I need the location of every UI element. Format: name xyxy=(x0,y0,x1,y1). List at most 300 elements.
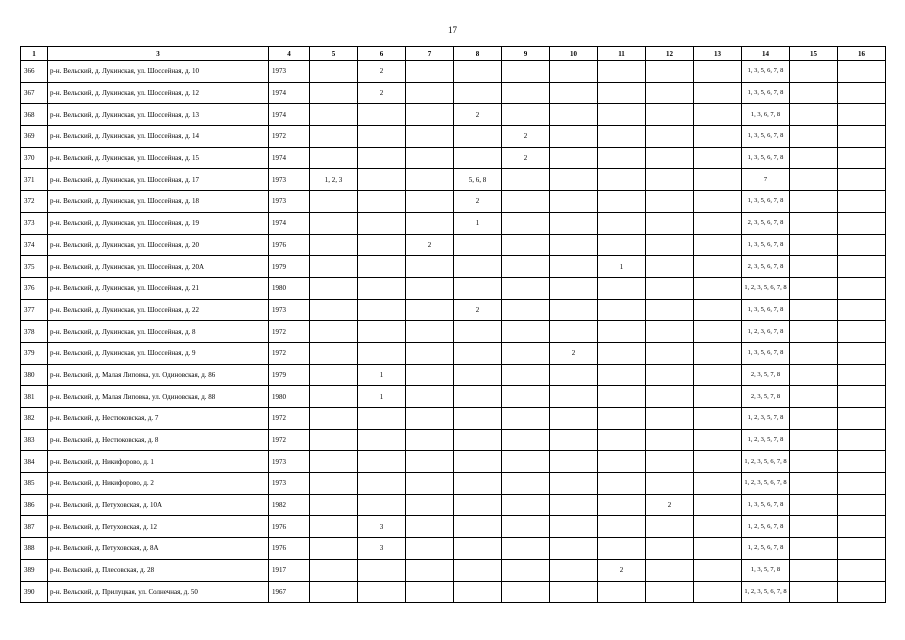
cell-col-13 xyxy=(694,212,742,234)
cell-col-10 xyxy=(550,82,598,104)
cell-col-10 xyxy=(550,234,598,256)
cell-col-8: 2 xyxy=(454,104,502,126)
cell-col-6 xyxy=(358,191,406,213)
cell-col-6: 2 xyxy=(358,61,406,83)
cell-col-12 xyxy=(646,82,694,104)
address-cell: р-н. Вельский, д. Лукинская, ул. Шоссейная, д. 17 xyxy=(48,169,269,191)
year-cell: 1972 xyxy=(269,429,310,451)
cell-col-12 xyxy=(646,559,694,581)
cell-col-16 xyxy=(838,169,886,191)
row-number: 385 xyxy=(21,473,48,495)
cell-col-12: 2 xyxy=(646,494,694,516)
cell-col-12 xyxy=(646,147,694,169)
cell-col-15 xyxy=(790,429,838,451)
address-cell: р-н. Вельский, д. Лукинская, ул. Шоссейная, д. 20А xyxy=(48,256,269,278)
cell-col-15 xyxy=(790,451,838,473)
address-cell: р-н. Вельский, д. Малая Липовка, ул. Одиновская, д. 88 xyxy=(48,386,269,408)
cell-col-16 xyxy=(838,342,886,364)
cell-col-11: 2 xyxy=(598,559,646,581)
row-number: 390 xyxy=(21,581,48,603)
row-number: 369 xyxy=(21,126,48,148)
cell-col-14: 1, 3, 5, 6, 7, 8 xyxy=(742,494,790,516)
year-cell: 1980 xyxy=(269,277,310,299)
cell-col-13 xyxy=(694,408,742,430)
cell-col-5 xyxy=(310,256,358,278)
cell-col-9 xyxy=(502,61,550,83)
cell-col-9: 2 xyxy=(502,126,550,148)
cell-col-10: 2 xyxy=(550,342,598,364)
cell-col-16 xyxy=(838,212,886,234)
cell-col-5 xyxy=(310,516,358,538)
cell-col-15 xyxy=(790,277,838,299)
year-cell: 1976 xyxy=(269,538,310,560)
table-row xyxy=(21,147,886,169)
cell-col-12 xyxy=(646,256,694,278)
year-cell: 1972 xyxy=(269,321,310,343)
cell-col-14: 1, 2, 3, 5, 6, 7, 8 xyxy=(742,451,790,473)
cell-col-10 xyxy=(550,126,598,148)
table-row xyxy=(21,299,886,321)
cell-col-10 xyxy=(550,408,598,430)
cell-col-14: 1, 2, 5, 6, 7, 8 xyxy=(742,538,790,560)
cell-col-10 xyxy=(550,321,598,343)
cell-col-6 xyxy=(358,299,406,321)
cell-col-5 xyxy=(310,104,358,126)
year-cell: 1973 xyxy=(269,451,310,473)
cell-col-9 xyxy=(502,104,550,126)
cell-col-12 xyxy=(646,429,694,451)
cell-col-10 xyxy=(550,516,598,538)
cell-col-5 xyxy=(310,126,358,148)
cell-col-12 xyxy=(646,386,694,408)
address-cell: р-н. Вельский, д. Лукинская, ул. Шоссейная, д. 22 xyxy=(48,299,269,321)
cell-col-7 xyxy=(406,516,454,538)
cell-col-7 xyxy=(406,538,454,560)
column-header: 11 xyxy=(598,47,646,61)
table-row xyxy=(21,408,886,430)
cell-col-6 xyxy=(358,277,406,299)
cell-col-13 xyxy=(694,169,742,191)
cell-col-9 xyxy=(502,429,550,451)
cell-col-11 xyxy=(598,429,646,451)
address-cell: р-н. Вельский, д. Лукинская, ул. Шоссейная, д. 18 xyxy=(48,191,269,213)
cell-col-8: 5, 6, 8 xyxy=(454,169,502,191)
cell-col-13 xyxy=(694,451,742,473)
column-header: 6 xyxy=(358,47,406,61)
cell-col-9 xyxy=(502,256,550,278)
cell-col-15 xyxy=(790,321,838,343)
cell-col-16 xyxy=(838,386,886,408)
cell-col-16 xyxy=(838,364,886,386)
address-cell: р-н. Вельский, д. Лукинская, ул. Шоссейная, д. 12 xyxy=(48,82,269,104)
cell-col-13 xyxy=(694,516,742,538)
cell-col-5 xyxy=(310,191,358,213)
cell-col-14: 1, 2, 5, 6, 7, 8 xyxy=(742,516,790,538)
address-cell: р-н. Вельский, д. Лукинская, ул. Шоссейная, д. 15 xyxy=(48,147,269,169)
table-row xyxy=(21,581,886,603)
cell-col-16 xyxy=(838,494,886,516)
cell-col-12 xyxy=(646,191,694,213)
cell-col-11 xyxy=(598,234,646,256)
cell-col-7 xyxy=(406,473,454,495)
row-number: 373 xyxy=(21,212,48,234)
cell-col-8: 1 xyxy=(454,212,502,234)
cell-col-12 xyxy=(646,364,694,386)
table-body xyxy=(21,61,886,603)
cell-col-8 xyxy=(454,408,502,430)
row-number: 388 xyxy=(21,538,48,560)
column-header: 9 xyxy=(502,47,550,61)
cell-col-10 xyxy=(550,494,598,516)
cell-col-8 xyxy=(454,126,502,148)
cell-col-12 xyxy=(646,104,694,126)
row-number: 381 xyxy=(21,386,48,408)
cell-col-7: 2 xyxy=(406,234,454,256)
table-row xyxy=(21,364,886,386)
cell-col-5 xyxy=(310,451,358,473)
cell-col-8 xyxy=(454,82,502,104)
cell-col-9 xyxy=(502,386,550,408)
cell-col-15 xyxy=(790,342,838,364)
cell-col-10 xyxy=(550,256,598,278)
cell-col-15 xyxy=(790,581,838,603)
cell-col-7 xyxy=(406,277,454,299)
cell-col-7 xyxy=(406,451,454,473)
cell-col-8 xyxy=(454,429,502,451)
cell-col-11 xyxy=(598,82,646,104)
row-number: 371 xyxy=(21,169,48,191)
table-row xyxy=(21,169,886,191)
table-row xyxy=(21,61,886,83)
cell-col-12 xyxy=(646,61,694,83)
cell-col-8 xyxy=(454,277,502,299)
cell-col-14: 1, 2, 3, 6, 7, 8 xyxy=(742,321,790,343)
cell-col-15 xyxy=(790,169,838,191)
address-cell: р-н. Вельский, д. Лукинская, ул. Шоссейная, д. 19 xyxy=(48,212,269,234)
cell-col-8: 2 xyxy=(454,191,502,213)
cell-col-13 xyxy=(694,364,742,386)
cell-col-8 xyxy=(454,494,502,516)
cell-col-11 xyxy=(598,277,646,299)
cell-col-10 xyxy=(550,364,598,386)
address-cell: р-н. Вельский, д. Плесовская, д. 28 xyxy=(48,559,269,581)
cell-col-14: 7 xyxy=(742,169,790,191)
cell-col-15 xyxy=(790,256,838,278)
cell-col-5 xyxy=(310,277,358,299)
cell-col-6: 1 xyxy=(358,386,406,408)
cell-col-16 xyxy=(838,538,886,560)
cell-col-10 xyxy=(550,212,598,234)
cell-col-11 xyxy=(598,581,646,603)
cell-col-5 xyxy=(310,581,358,603)
address-cell: р-н. Вельский, д. Лукинская, ул. Шоссейная, д. 10 xyxy=(48,61,269,83)
cell-col-15 xyxy=(790,538,838,560)
cell-col-11 xyxy=(598,494,646,516)
row-number: 377 xyxy=(21,299,48,321)
cell-col-11 xyxy=(598,126,646,148)
cell-col-6 xyxy=(358,169,406,191)
cell-col-13 xyxy=(694,256,742,278)
table-row xyxy=(21,473,886,495)
cell-col-14: 1, 3, 5, 6, 7, 8 xyxy=(742,61,790,83)
cell-col-12 xyxy=(646,451,694,473)
row-number: 386 xyxy=(21,494,48,516)
cell-col-14: 1, 2, 3, 5, 6, 7, 8 xyxy=(742,277,790,299)
year-cell: 1972 xyxy=(269,126,310,148)
cell-col-13 xyxy=(694,494,742,516)
cell-col-15 xyxy=(790,516,838,538)
page-number: 17 xyxy=(448,25,457,35)
cell-col-9 xyxy=(502,212,550,234)
cell-col-8 xyxy=(454,538,502,560)
row-number: 368 xyxy=(21,104,48,126)
cell-col-14: 1, 2, 3, 5, 6, 7, 8 xyxy=(742,581,790,603)
cell-col-12 xyxy=(646,408,694,430)
cell-col-8 xyxy=(454,581,502,603)
address-cell: р-н. Вельский, д. Прилуцкая, ул. Солнечная, д. 50 xyxy=(48,581,269,603)
cell-col-7 xyxy=(406,299,454,321)
cell-col-13 xyxy=(694,429,742,451)
cell-col-6 xyxy=(358,429,406,451)
cell-col-11 xyxy=(598,538,646,560)
cell-col-5 xyxy=(310,429,358,451)
cell-col-8 xyxy=(454,516,502,538)
cell-col-6 xyxy=(358,321,406,343)
cell-col-15 xyxy=(790,559,838,581)
cell-col-10 xyxy=(550,299,598,321)
table-row xyxy=(21,342,886,364)
column-header: 3 xyxy=(48,47,269,61)
cell-col-14: 1, 3, 5, 6, 7, 8 xyxy=(742,234,790,256)
year-cell: 1973 xyxy=(269,61,310,83)
cell-col-6 xyxy=(358,342,406,364)
column-header: 4 xyxy=(269,47,310,61)
cell-col-10 xyxy=(550,277,598,299)
cell-col-10 xyxy=(550,104,598,126)
cell-col-9 xyxy=(502,299,550,321)
cell-col-13 xyxy=(694,277,742,299)
year-cell: 1982 xyxy=(269,494,310,516)
year-cell: 1917 xyxy=(269,559,310,581)
cell-col-12 xyxy=(646,277,694,299)
cell-col-5 xyxy=(310,386,358,408)
cell-col-14: 1, 3, 5, 6, 7, 8 xyxy=(742,299,790,321)
cell-col-12 xyxy=(646,516,694,538)
cell-col-16 xyxy=(838,61,886,83)
cell-col-16 xyxy=(838,473,886,495)
cell-col-7 xyxy=(406,147,454,169)
row-number: 378 xyxy=(21,321,48,343)
cell-col-15 xyxy=(790,104,838,126)
cell-col-15 xyxy=(790,299,838,321)
cell-col-11 xyxy=(598,212,646,234)
cell-col-16 xyxy=(838,299,886,321)
year-cell: 1972 xyxy=(269,342,310,364)
cell-col-5 xyxy=(310,212,358,234)
cell-col-16 xyxy=(838,581,886,603)
table-row xyxy=(21,494,886,516)
cell-col-16 xyxy=(838,559,886,581)
cell-col-9 xyxy=(502,364,550,386)
cell-col-16 xyxy=(838,516,886,538)
cell-col-13 xyxy=(694,147,742,169)
cell-col-11 xyxy=(598,191,646,213)
cell-col-10 xyxy=(550,473,598,495)
cell-col-10 xyxy=(550,429,598,451)
table-row xyxy=(21,256,886,278)
cell-col-10 xyxy=(550,581,598,603)
address-cell: р-н. Вельский, д. Лукинская, ул. Шоссейная, д. 14 xyxy=(48,126,269,148)
cell-col-11 xyxy=(598,61,646,83)
cell-col-8 xyxy=(454,61,502,83)
table-row xyxy=(21,126,886,148)
register-table xyxy=(20,46,886,603)
table-row xyxy=(21,386,886,408)
cell-col-12 xyxy=(646,473,694,495)
cell-col-11 xyxy=(598,321,646,343)
column-header: 12 xyxy=(646,47,694,61)
cell-col-7 xyxy=(406,321,454,343)
cell-col-7 xyxy=(406,581,454,603)
cell-col-10 xyxy=(550,169,598,191)
cell-col-9 xyxy=(502,191,550,213)
cell-col-15 xyxy=(790,386,838,408)
table-row xyxy=(21,191,886,213)
cell-col-14: 1, 3, 5, 6, 7, 8 xyxy=(742,126,790,148)
cell-col-5 xyxy=(310,321,358,343)
cell-col-11 xyxy=(598,147,646,169)
column-header: 5 xyxy=(310,47,358,61)
table-row xyxy=(21,212,886,234)
cell-col-5 xyxy=(310,147,358,169)
cell-col-6 xyxy=(358,581,406,603)
cell-col-6 xyxy=(358,256,406,278)
cell-col-7 xyxy=(406,429,454,451)
cell-col-14: 1, 3, 5, 6, 7, 8 xyxy=(742,342,790,364)
cell-col-15 xyxy=(790,191,838,213)
cell-col-13 xyxy=(694,538,742,560)
cell-col-9: 2 xyxy=(502,147,550,169)
cell-col-9 xyxy=(502,277,550,299)
cell-col-5 xyxy=(310,408,358,430)
cell-col-16 xyxy=(838,256,886,278)
cell-col-5 xyxy=(310,61,358,83)
table-row xyxy=(21,104,886,126)
row-number: 387 xyxy=(21,516,48,538)
cell-col-7 xyxy=(406,169,454,191)
cell-col-10 xyxy=(550,191,598,213)
cell-col-9 xyxy=(502,494,550,516)
cell-col-14: 1, 3, 5, 6, 7, 8 xyxy=(742,147,790,169)
cell-col-14: 1, 3, 5, 7, 8 xyxy=(742,559,790,581)
year-cell: 1973 xyxy=(269,169,310,191)
row-number: 380 xyxy=(21,364,48,386)
cell-col-7 xyxy=(406,61,454,83)
cell-col-9 xyxy=(502,581,550,603)
cell-col-7 xyxy=(406,82,454,104)
row-number: 389 xyxy=(21,559,48,581)
row-number: 372 xyxy=(21,191,48,213)
cell-col-6: 2 xyxy=(358,82,406,104)
cell-col-9 xyxy=(502,516,550,538)
row-number: 370 xyxy=(21,147,48,169)
address-cell: р-н. Вельский, д. Петуховская, д. 10А xyxy=(48,494,269,516)
cell-col-12 xyxy=(646,234,694,256)
cell-col-11 xyxy=(598,342,646,364)
cell-col-6: 3 xyxy=(358,538,406,560)
cell-col-16 xyxy=(838,429,886,451)
cell-col-14: 2, 3, 5, 6, 7, 8 xyxy=(742,256,790,278)
address-cell: р-н. Вельский, д. Нестюковская, д. 7 xyxy=(48,408,269,430)
address-cell: р-н. Вельский, д. Лукинская, ул. Шоссейная, д. 8 xyxy=(48,321,269,343)
table-row xyxy=(21,277,886,299)
cell-col-7 xyxy=(406,191,454,213)
cell-col-8 xyxy=(454,473,502,495)
cell-col-11 xyxy=(598,169,646,191)
cell-col-7 xyxy=(406,342,454,364)
cell-col-13 xyxy=(694,299,742,321)
cell-col-16 xyxy=(838,277,886,299)
cell-col-12 xyxy=(646,126,694,148)
cell-col-9 xyxy=(502,82,550,104)
row-number: 366 xyxy=(21,61,48,83)
address-cell: р-н. Вельский, д. Лукинская, ул. Шоссейная, д. 21 xyxy=(48,277,269,299)
cell-col-9 xyxy=(502,408,550,430)
cell-col-16 xyxy=(838,126,886,148)
cell-col-7 xyxy=(406,104,454,126)
cell-col-5 xyxy=(310,473,358,495)
cell-col-7 xyxy=(406,494,454,516)
cell-col-16 xyxy=(838,451,886,473)
cell-col-7 xyxy=(406,212,454,234)
cell-col-13 xyxy=(694,581,742,603)
cell-col-12 xyxy=(646,212,694,234)
address-cell: р-н. Вельский, д. Никифорово, д. 1 xyxy=(48,451,269,473)
row-number: 375 xyxy=(21,256,48,278)
cell-col-10 xyxy=(550,451,598,473)
address-cell: р-н. Вельский, д. Петуховская, д. 12 xyxy=(48,516,269,538)
column-header: 13 xyxy=(694,47,742,61)
cell-col-13 xyxy=(694,191,742,213)
cell-col-10 xyxy=(550,386,598,408)
table-row xyxy=(21,234,886,256)
row-number: 376 xyxy=(21,277,48,299)
year-cell: 1967 xyxy=(269,581,310,603)
row-number: 382 xyxy=(21,408,48,430)
cell-col-6 xyxy=(358,104,406,126)
cell-col-15 xyxy=(790,212,838,234)
cell-col-9 xyxy=(502,451,550,473)
cell-col-14: 1, 2, 3, 5, 7, 8 xyxy=(742,408,790,430)
cell-col-11 xyxy=(598,364,646,386)
cell-col-8 xyxy=(454,364,502,386)
cell-col-6: 3 xyxy=(358,516,406,538)
cell-col-15 xyxy=(790,126,838,148)
cell-col-14: 2, 3, 5, 6, 7, 8 xyxy=(742,212,790,234)
cell-col-16 xyxy=(838,191,886,213)
cell-col-8: 2 xyxy=(454,299,502,321)
year-cell: 1979 xyxy=(269,256,310,278)
table-row xyxy=(21,321,886,343)
cell-col-15 xyxy=(790,147,838,169)
cell-col-15 xyxy=(790,61,838,83)
year-cell: 1974 xyxy=(269,147,310,169)
year-cell: 1974 xyxy=(269,104,310,126)
cell-col-8 xyxy=(454,451,502,473)
cell-col-5 xyxy=(310,342,358,364)
year-cell: 1973 xyxy=(269,299,310,321)
cell-col-12 xyxy=(646,321,694,343)
